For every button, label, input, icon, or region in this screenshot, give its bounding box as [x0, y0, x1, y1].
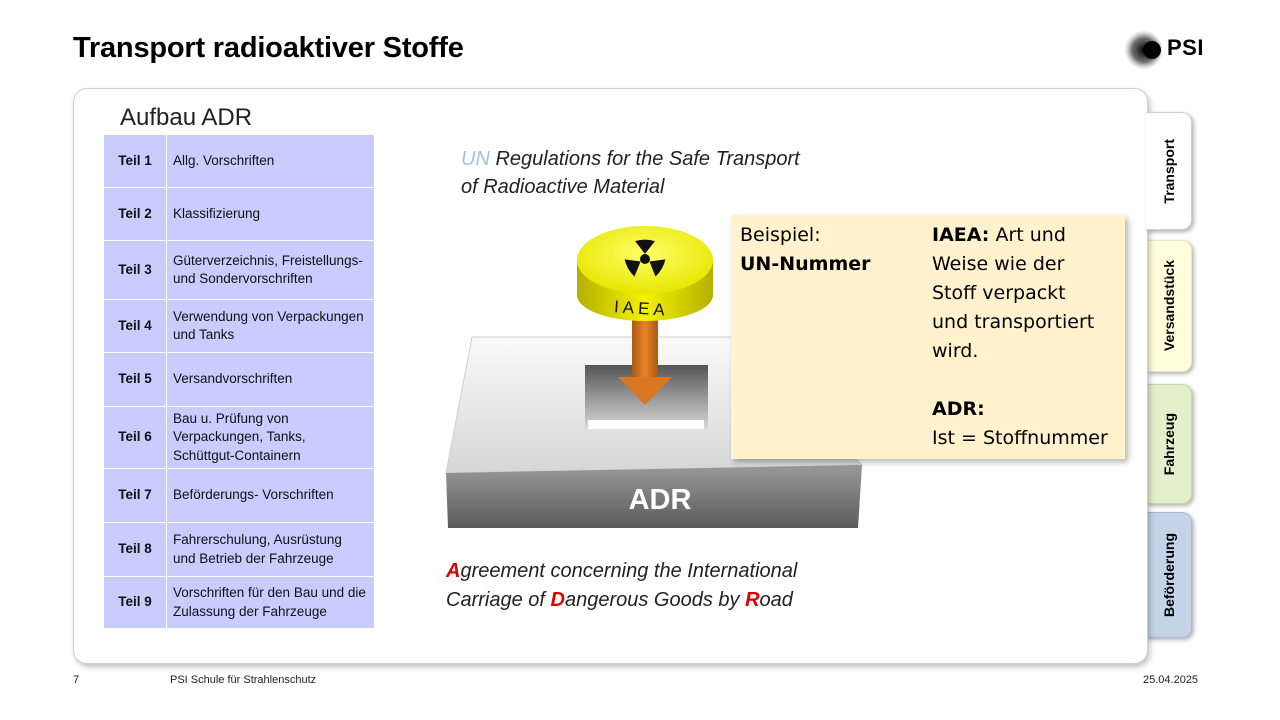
un-caption-line1: Regulations for the Safe Transport — [489, 148, 800, 170]
tab-befoerderung[interactable] — [1146, 512, 1192, 638]
table-row — [104, 577, 375, 629]
un-regulations-caption — [461, 145, 800, 201]
table-row — [104, 241, 375, 300]
callout-un-number: UN-Nummer — [740, 253, 871, 275]
part-cell: Teil 2 — [104, 188, 167, 241]
tab-transport-label: Transport — [1160, 138, 1177, 204]
table-row — [104, 407, 375, 469]
psi-logo-icon — [1112, 28, 1167, 72]
tab-fahrzeug-label: Fahrzeug — [1161, 412, 1177, 476]
table-row — [104, 300, 375, 353]
tab-transport[interactable] — [1146, 112, 1192, 230]
part-cell: Teil 1 — [104, 135, 167, 188]
table-row — [104, 135, 375, 188]
footer-date: 25.04.2025 — [1143, 674, 1199, 686]
desc-cell: Verwendung von Verpackungen und Tanks — [167, 300, 375, 353]
adr-agreement-caption — [446, 557, 797, 615]
part-cell: Teil 7 — [104, 469, 167, 523]
callout-iaea-text3: Stoff verpackt — [932, 282, 1066, 304]
adr-block-slot-floor — [588, 420, 704, 429]
tab-versandstueck[interactable] — [1146, 240, 1192, 372]
agreement-line2-mid: angerous Goods by — [564, 589, 746, 611]
part-cell: Teil 4 — [104, 300, 167, 353]
agreement-line2-pre: Carriage of — [446, 589, 551, 611]
desc-cell: Klassifizierung — [167, 188, 375, 241]
desc-cell: Versandvorschriften — [167, 353, 375, 407]
un-caption-line2: of Radioactive Material — [461, 176, 665, 198]
part-cell: Teil 6 — [104, 407, 167, 469]
callout-iaea-text4: und transportiert — [932, 311, 1095, 333]
arrow-shaft — [632, 315, 658, 379]
callout-iaea-label: IAEA: — [932, 224, 990, 246]
agreement-line1: greement concerning the International — [460, 560, 798, 582]
agreement-letter-r: R — [745, 589, 760, 611]
part-cell: Teil 8 — [104, 523, 167, 577]
callout-iaea-text1: Art und — [989, 224, 1066, 246]
table-row — [104, 523, 375, 577]
part-cell: Teil 5 — [104, 353, 167, 407]
callout-example-label: Beispiel: — [740, 224, 821, 246]
agreement-letter-a: A — [446, 560, 461, 582]
agreement-letter-d: D — [550, 589, 565, 611]
table-row — [104, 353, 375, 407]
desc-cell: Allg. Vorschriften — [167, 135, 375, 188]
desc-cell: Bau u. Prüfung von Verpackungen, Tanks, Schüttgut-Containern — [167, 407, 375, 469]
desc-cell: Güterverzeichnis, Freistellungs- und Sondervorschriften — [167, 241, 375, 300]
agreement-line2-end: oad — [759, 589, 793, 611]
table-row — [104, 469, 375, 523]
tab-fahrzeug[interactable] — [1146, 384, 1192, 504]
callout-adr-label: ADR: — [932, 398, 985, 420]
part-cell: Teil 9 — [104, 577, 167, 629]
psi-logo-text: PSI — [1167, 35, 1204, 60]
desc-cell: Fahrerschulung, Ausrüstung und Betrieb der Fahrzeuge — [167, 523, 375, 577]
slide-title: Transport radioaktiver Stoffe — [73, 32, 464, 64]
section-title: Aufbau ADR — [120, 104, 253, 131]
tab-versandstueck-label: Versandstück — [1161, 260, 1177, 352]
footer-organization: PSI Schule für Strahlenschutz — [170, 674, 317, 686]
table-row — [104, 188, 375, 241]
adr-structure-table — [103, 134, 375, 629]
psi-logo — [1112, 28, 1212, 72]
desc-cell: Vorschriften für den Bau und die Zulassung der Fahrzeuge — [167, 577, 375, 629]
callout-adr-text: Ist = Stoffnummer — [932, 427, 1108, 449]
adr-block-label: ADR — [628, 484, 692, 516]
iaea-puck-label: IAEA — [613, 297, 670, 320]
example-callout — [731, 215, 1125, 459]
tab-befoerderung-label: Beförderung — [1161, 533, 1177, 617]
un-acronym: UN — [461, 148, 490, 170]
part-cell: Teil 3 — [104, 241, 167, 300]
footer-page-number: 7 — [73, 674, 80, 686]
desc-cell: Beförderungs- Vorschriften — [167, 469, 375, 523]
callout-iaea-text2: Weise wie der — [932, 253, 1065, 275]
callout-iaea-text5: wird. — [932, 340, 979, 362]
